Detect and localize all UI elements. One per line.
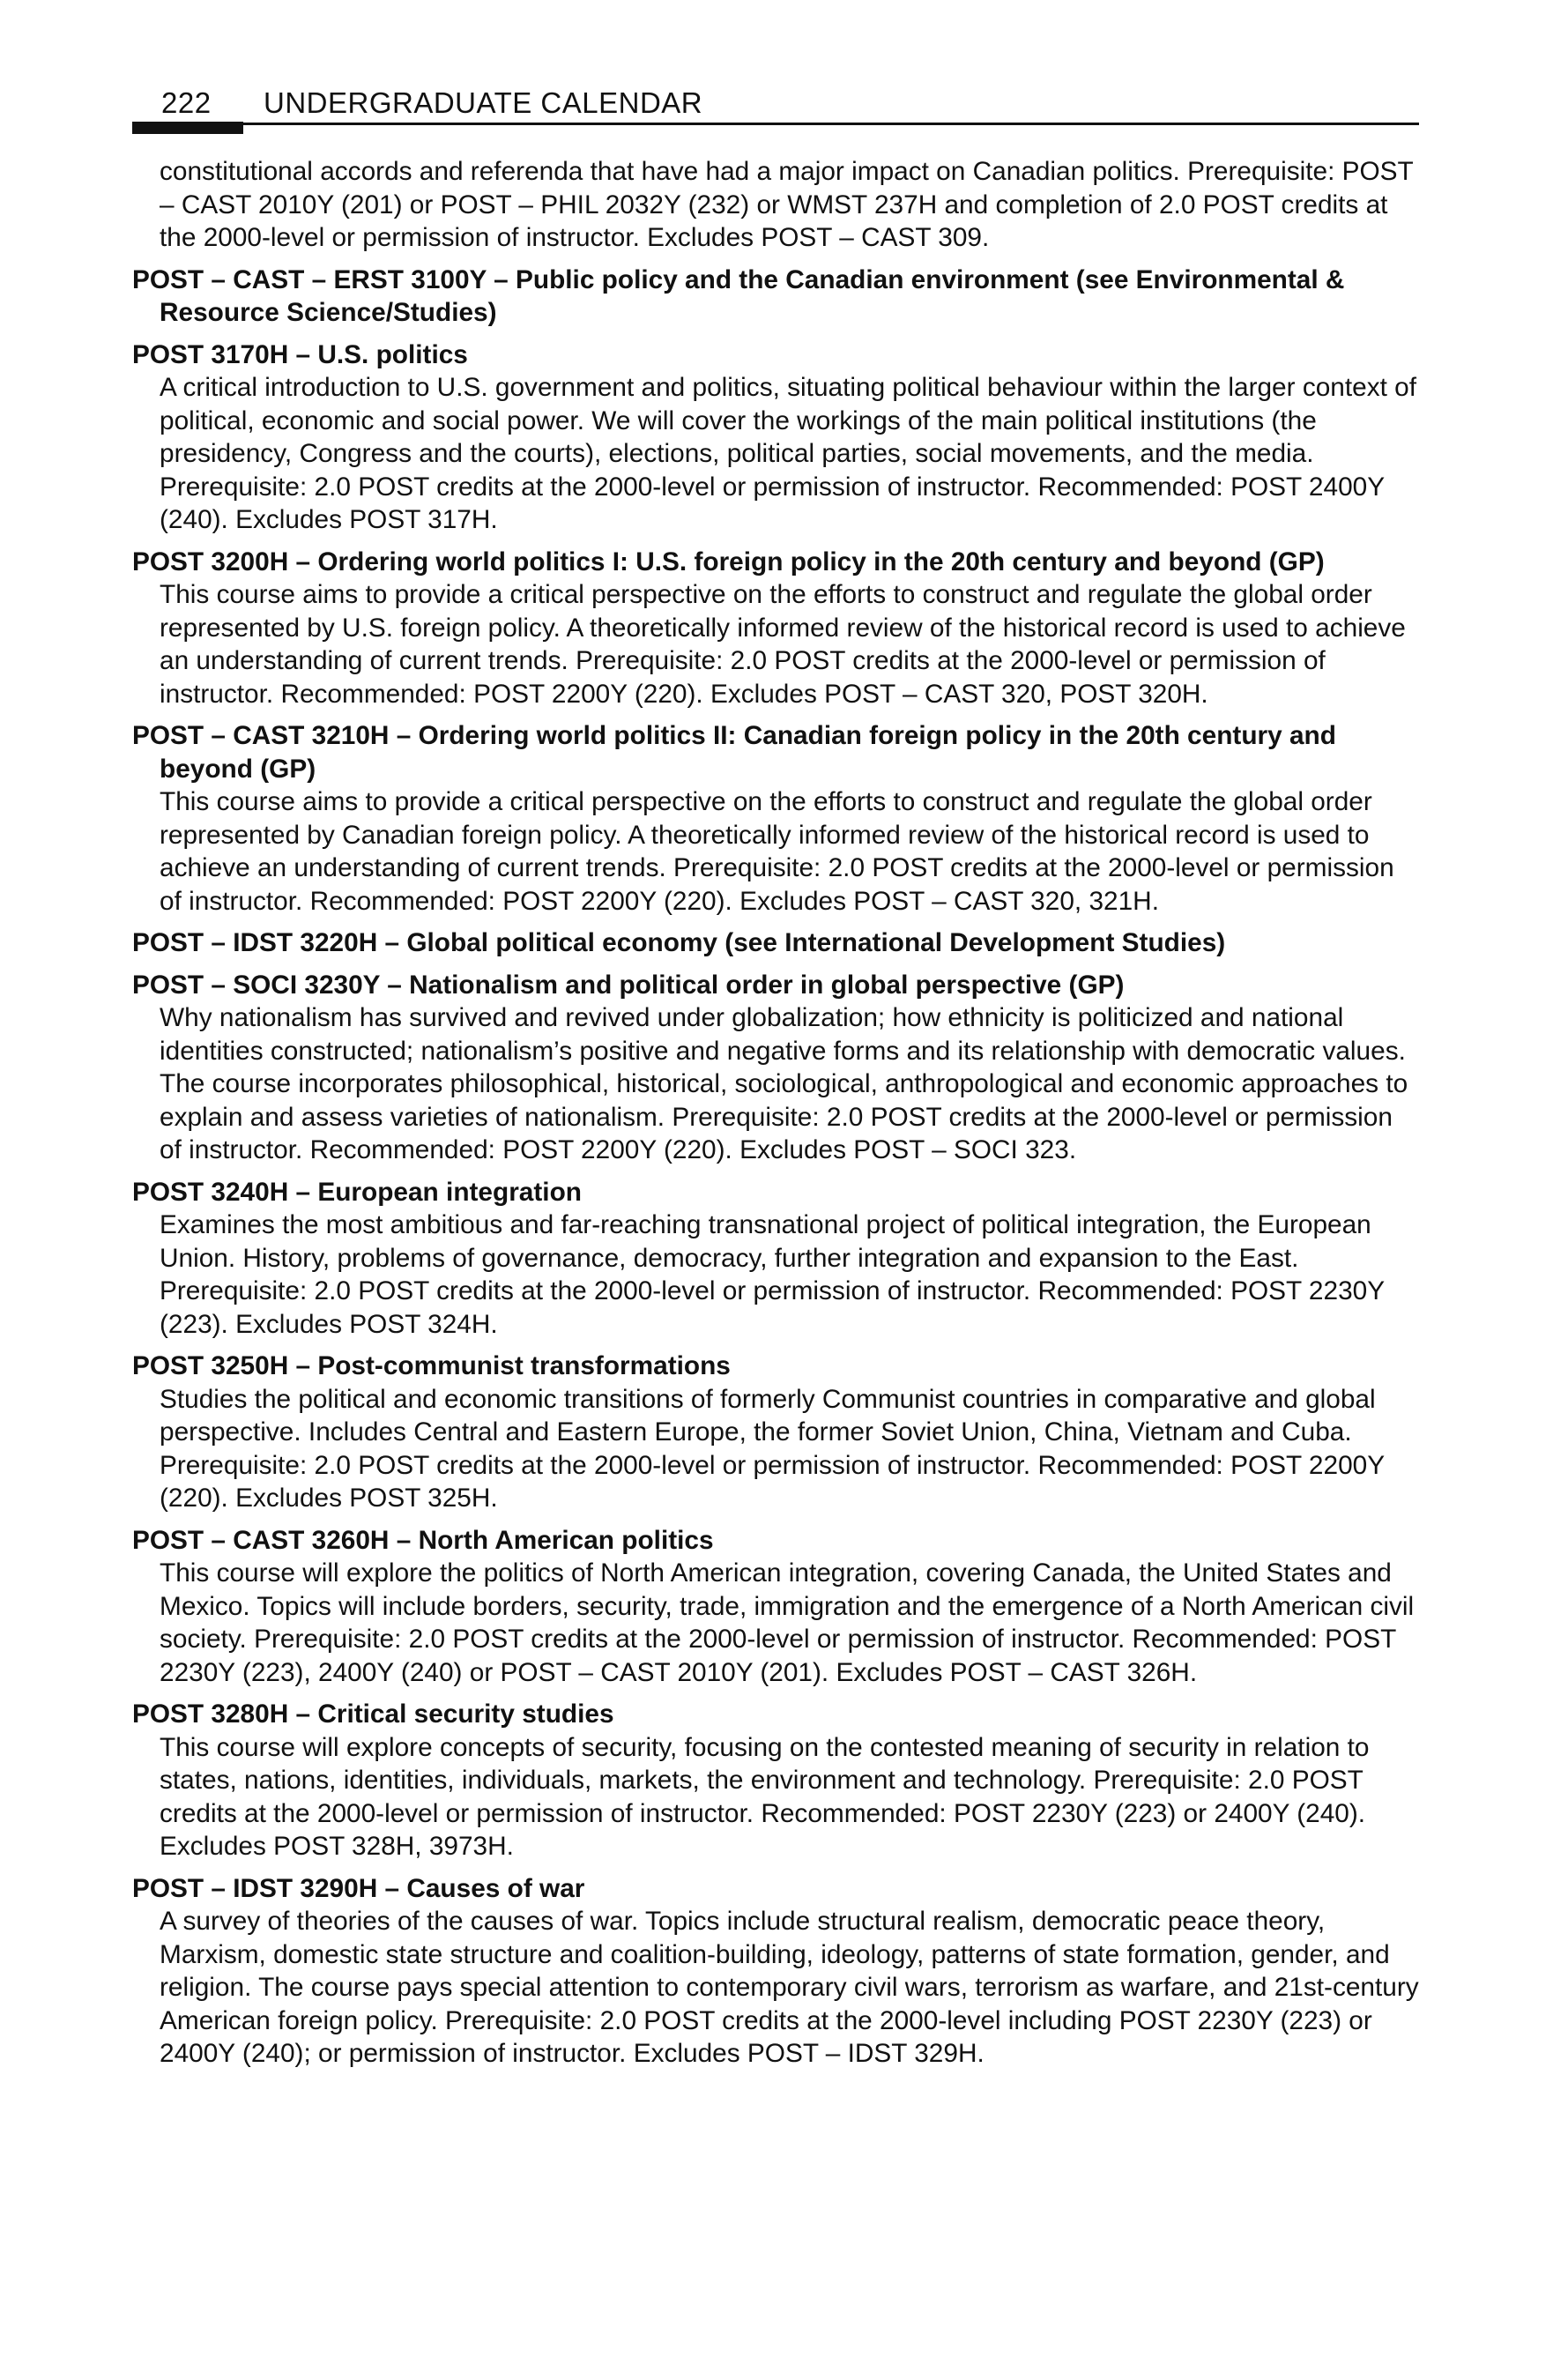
course-description: This course aims to provide a critical perspective on the efforts to construct and regulate the global order represented by U.S. foreign policy. A theoretically informed review of the historical record is used to achieve an understanding of current trends. Prerequisite: 2.0 POST credits at the 2000-level or permission of instructor. Recommended: POST 2200Y (220). Excludes POST – CAST 320, POST 320H. xyxy=(160,580,1406,709)
course-title: POST 3240H – European integration xyxy=(132,1177,582,1207)
header-rule xyxy=(132,123,1419,125)
course-title: POST 3280H – Critical security studies xyxy=(132,1699,614,1729)
course-description: Studies the political and economic transitions of formerly Communist countries in comparative and global perspective. Includes Central and Eastern Europe, the former Soviet Union, China, Vietnam and Cuba. Prerequisite: 2.0 POST credits at the 2000-level or permission of instructor. Recommended: POST 2200Y (220). Excludes POST 325H. xyxy=(160,1384,1385,1513)
course-entry xyxy=(132,1872,1419,2071)
course-title: POST – SOCI 3230Y – Nationalism and political order in global perspective (GP) xyxy=(132,970,1125,1000)
course-description: Why nationalism has survived and revived under globalization; how ethnicity is politicized and national identities constructed; nationalism’s positive and negative forms and its relationship with democratic values. The course incorporates philosophical, historical, sociological, anthropological and economic approaches to explain and assess varieties of nationalism. Prerequisite: 2.0 POST credits at the 2000-level or permission of instructor. Recommended: POST 2200Y (220). Excludes POST – SOCI 323. xyxy=(160,1003,1408,1164)
course-description: This course will explore concepts of security, focusing on the contested meaning of security in relation to states, nations, identities, individuals, markets, the environment and technology. Prerequisite: 2.0 POST credits at the 2000-level or permission of instructor. Recommended: POST 2230Y (223) or 2400Y (240). Excludes POST 328H, 3973H. xyxy=(160,1732,1370,1861)
course-title: POST – CAST – ERST 3100Y – Public policy and the Canadian environment (see Environmental & Resource Science/Studies) xyxy=(132,264,1345,327)
course-entry xyxy=(132,1698,1419,1863)
header-rule-accent xyxy=(132,122,243,134)
continued-description: constitutional accords and referenda that have had a major impact on Canadian politics. Prerequisite: POST – CAST 2010Y (201) or POST – PHIL 2032Y (232) or WMST 237H and completion of 2.0 POST credits at the 2000-level or permission of instructor. Excludes POST – CAST 309. xyxy=(160,157,1414,252)
course-description: A critical introduction to U.S. government and politics, situating political behaviour within the larger context of political, economic and social power. We will cover the workings of the main political institutions (the presidency, Congress and the courts), elections, political parties, social movements, and the media. Prerequisite: 2.0 POST credits at the 2000-level or permission of instructor. Recommended: POST 2400Y (240). Excludes POST 317H. xyxy=(160,373,1417,534)
course-title: POST – CAST 3260H – North American politics xyxy=(132,1525,714,1555)
running-title: UNDERGRADUATE CALENDAR xyxy=(264,86,703,119)
course-entry xyxy=(132,969,1419,1167)
course-listing xyxy=(132,155,1419,2079)
course-title: POST 3250H – Post-communist transformations xyxy=(132,1351,731,1380)
course-entry xyxy=(132,1350,1419,1515)
page-number: 222 xyxy=(161,86,212,119)
course-entry xyxy=(132,926,1419,960)
running-header xyxy=(132,84,1419,123)
course-entry xyxy=(132,1524,1419,1690)
course-entry xyxy=(132,719,1419,918)
course-title: POST 3200H – Ordering world politics I: U.S. foreign policy in the 20th century and beyond (GP) xyxy=(132,547,1325,576)
course-entry xyxy=(132,264,1419,330)
course-entry xyxy=(132,1176,1419,1342)
course-title: POST – CAST 3210H – Ordering world politics II: Canadian foreign policy in the 20th century and beyond (GP) xyxy=(132,721,1336,784)
course-title: POST – IDST 3220H – Global political economy (see International Development Studies) xyxy=(132,928,1226,957)
course-description: This course will explore the politics of North American integration, covering Canada, the United States and Mexico. Topics will include borders, security, trade, immigration and the emergence of a North American civil society. Prerequisite: 2.0 POST credits at the 2000-level or permission of instructor. Recommended: POST 2230Y (223), 2400Y (240) or POST – CAST 2010Y (201). Excludes POST – CAST 326H. xyxy=(160,1558,1415,1687)
course-description: This course aims to provide a critical perspective on the efforts to construct and regulate the global order represented by Canadian foreign policy. A theoretically informed review of the historical record is used to achieve an understanding of current trends. Prerequisite: 2.0 POST credits at the 2000-level or permission of instructor. Recommended: POST 2200Y (220). Excludes POST – CAST 320, 321H. xyxy=(160,787,1394,916)
course-title: POST – IDST 3290H – Causes of war xyxy=(132,1873,585,1903)
course-description: A survey of theories of the causes of war. Topics include structural realism, democratic peace theory, Marxism, domestic state structure and coalition-building, ideology, patterns of state formation, gender, and religion. The course pays special attention to contemporary civil wars, terrorism as warfare, and 21st-century American foreign policy. Prerequisite: 2.0 POST credits at the 2000-level including POST 2230Y (223) or 2400Y (240); or permission of instructor. Excludes POST – IDST 329H. xyxy=(160,1907,1419,2068)
course-entries xyxy=(132,264,1419,2071)
course-entry xyxy=(132,338,1419,537)
course-title: POST 3170H – U.S. politics xyxy=(132,339,468,369)
course-description: Examines the most ambitious and far-reaching transnational project of political integration, the European Union. History, problems of governance, democracy, further integration and expansion to the East. Prerequisite: 2.0 POST credits at the 2000-level or permission of instructor. Recommended: POST 2230Y (223). Excludes POST 324H. xyxy=(160,1210,1385,1339)
course-entry xyxy=(132,546,1419,711)
